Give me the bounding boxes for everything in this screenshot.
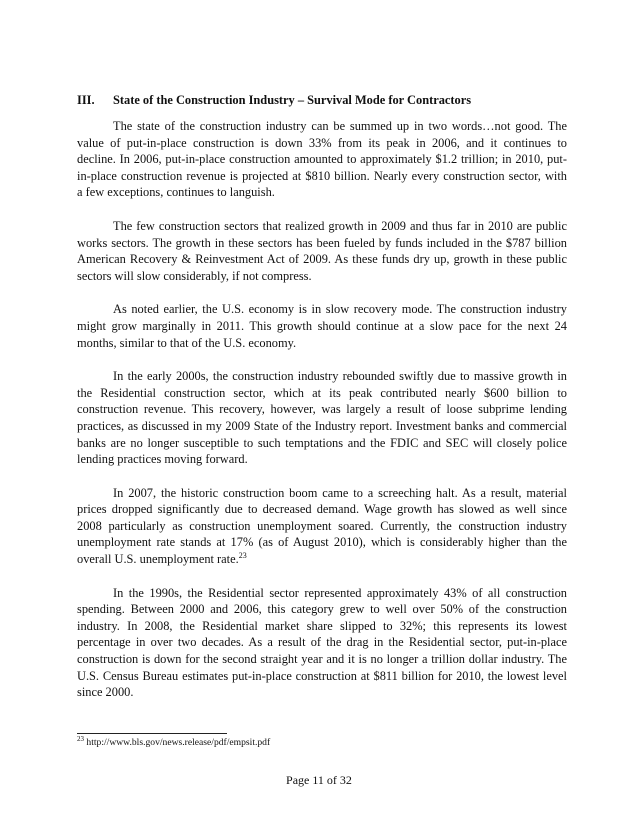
text-line: might grow marginally in 2011. This growth should continue at a slow pace for the next 24	[77, 318, 567, 333]
text-line: months, similar to that of the U.S. economy.	[77, 335, 297, 350]
text-line-content: overall U.S. unemployment rate.	[77, 552, 239, 567]
text-line: American Recovery & Reinvestment Act of 2009. As these funds dry up, growth in these public	[77, 252, 567, 267]
text-line: banks are no longer susceptible to such temptations and the FDIC and SEC will closely police	[77, 435, 567, 450]
text-line: In the 1990s, the Residential sector represented approximately 43% of all construction	[113, 585, 567, 600]
text-line: construction revenue. This recovery, however, was largely a result of loose subprime lending	[77, 402, 567, 417]
section-title: State of the Construction Industry – Survival Mode for Contractors	[113, 93, 472, 107]
text-line: unemployment rate stands at 17% (as of August 2010), which is considerably higher than the	[77, 535, 567, 550]
footnote-marker: 23	[77, 734, 84, 743]
footnote-reference[interactable]: 23	[238, 550, 247, 560]
paragraph	[77, 218, 567, 284]
text-line	[77, 551, 567, 568]
paragraph	[77, 301, 567, 351]
text-line: The few construction sectors that realized growth in 2009 and thus far in 2010 are public	[113, 218, 567, 233]
text-line: sectors will slow considerably, if not compress.	[77, 268, 312, 283]
section-number: III.	[77, 93, 95, 107]
page-number: Page 11 of 32	[286, 773, 352, 787]
text-line: industry. In 2008, the Residential market share slipped to 32%; this represents its lowest	[77, 618, 567, 633]
text-line: In the early 2000s, the construction industry rebounded swiftly due to massive growth in	[113, 369, 567, 384]
text-line: As noted earlier, the U.S. economy is in slow recovery mode. The construction industry	[113, 302, 567, 317]
text-line: 2008 particularly as construction unemployment soared. Currently, the construction industry	[77, 518, 567, 533]
paragraph	[77, 485, 567, 568]
section-heading	[77, 92, 567, 108]
text-line: prices dropped significantly due to decreased demand. Wage growth has slowed as well since	[77, 502, 567, 517]
text-line: value of put-in-place construction is down 33% from its peak in 2006, and it continues to	[77, 135, 567, 150]
footnote	[77, 734, 271, 749]
text-line: in-place construction revenue is projected at $810 billion. Nearly every construction sector, with	[77, 168, 567, 183]
text-line: lending practices moving forward.	[77, 452, 248, 467]
text-line: construction is down for the second straight year and it is no longer a trillion dollar industry. The	[77, 652, 567, 667]
text-line: U.S. Census Bureau estimates put-in-place construction at $811 billion for 2010, the lowest level	[77, 668, 567, 683]
text-line: a few exceptions, continues to languish.	[77, 185, 275, 200]
text-line: In 2007, the historic construction boom came to a screeching halt. As a result, material	[113, 485, 567, 500]
paragraph	[77, 368, 567, 468]
footnote-divider	[77, 733, 227, 734]
text-line: the Residential construction sector, which at its peak contributed nearly $600 billion to	[77, 385, 567, 400]
text-line: decline. In 2006, put-in-place construction amounted to approximately $1.2 trillion; in 2010, put-	[77, 152, 567, 167]
paragraph	[77, 118, 567, 201]
text-line: spending. Between 2000 and 2006, this category grew to well over 50% of the construction	[77, 602, 567, 617]
text-line: practices, as discussed in my 2009 State of the Industry report. Investment banks and commercial	[77, 418, 567, 433]
text-line: works sectors. The growth in these sectors has been fueled by funds included in the $787 billion	[77, 235, 567, 250]
text-line: percentage in over two decades. As a result of the drag in the Residential sector, put-in-place	[77, 635, 567, 650]
body-text	[77, 118, 567, 718]
text-line: The state of the construction industry can be summed up in two words…not good. The	[113, 119, 567, 133]
footnote-link[interactable]: http://www.bls.gov/news.release/pdf/empsit.pdf	[86, 737, 271, 748]
text-line: since 2000.	[77, 685, 134, 700]
paragraph	[77, 585, 567, 701]
